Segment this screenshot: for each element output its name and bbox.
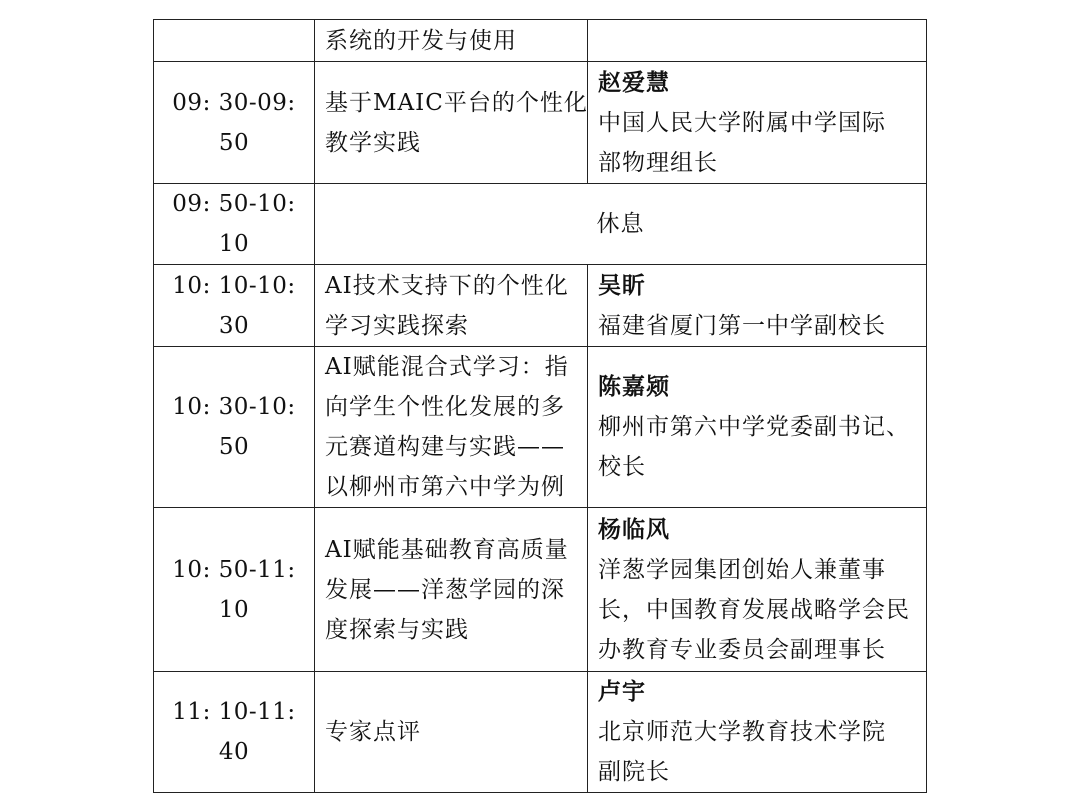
topic-line: 向学生个性化发展的多: [325, 394, 565, 420]
speaker-cell: [588, 672, 927, 793]
speaker-title-line: 办教育专业委员会副理事长: [598, 636, 886, 663]
speaker-title-line: 校长: [598, 454, 646, 480]
time-cell: 09: 50-10: 10: [154, 184, 315, 265]
time-cell: 11: 10-11: 40: [154, 672, 315, 793]
speaker-name: 赵爱慧: [598, 68, 670, 96]
topic-line: 教学实践: [325, 129, 421, 156]
topic-line: 学习实践探索: [325, 312, 469, 339]
topic-line: AI技术支持下的个性化: [325, 272, 569, 299]
time-cell: 10: 10-10: 30: [154, 265, 315, 347]
topic-line: AI赋能混合式学习：指: [325, 354, 569, 380]
speaker-title-line: 部物理组长: [598, 149, 718, 176]
speaker-title-line: 副院长: [598, 759, 670, 785]
speaker-name: 卢宇: [598, 678, 646, 705]
topic-cell: [315, 347, 588, 508]
speaker-cell: [588, 508, 927, 672]
table-row: [154, 347, 927, 508]
speaker-name: 杨临风: [598, 515, 670, 543]
topic-line: 系统的开发与使用: [325, 27, 517, 54]
speaker-title-line: 福建省厦门第一中学副校长: [598, 312, 886, 339]
speaker-title-line: 柳州市第六中学党委副书记、: [598, 414, 910, 440]
topic-line: 发展——洋葱学园的深: [325, 576, 565, 603]
speaker-cell: [588, 265, 927, 347]
speaker-cell: [588, 62, 927, 184]
topic-line: 度探索与实践: [325, 616, 469, 643]
speaker-title-line: 中国人民大学附属中学国际: [598, 109, 886, 136]
table-row: [154, 672, 927, 793]
table-row: [154, 265, 927, 347]
topic-line: 元赛道构建与实践——: [325, 434, 565, 460]
table-row: [154, 508, 927, 672]
speaker-name: 吴盺: [598, 271, 646, 299]
speaker-title-line: 洋葱学园集团创始人兼董事: [598, 556, 886, 583]
table-row: [154, 184, 927, 265]
speaker-cell: [588, 347, 927, 508]
time-cell: 10: 30-10: 50: [154, 347, 315, 508]
table-row: [154, 62, 927, 184]
topic-cell: [315, 508, 588, 672]
table-row: [154, 20, 927, 62]
break-cell: 休息: [315, 184, 927, 265]
speaker-title-line: 长，中国教育发展战略学会民: [598, 596, 910, 623]
topic-line: 专家点评: [325, 719, 421, 745]
topic-line: 基于MAIC平台的个性化: [325, 89, 588, 116]
time-cell: 09: 30-09: 50: [154, 62, 315, 184]
topic-cell: [315, 265, 588, 347]
topic-line: 以柳州市第六中学为例: [325, 474, 565, 500]
agenda-table: [153, 19, 927, 793]
topic-cell: [315, 672, 588, 793]
topic-cell: [315, 62, 588, 184]
topic-line: AI赋能基础教育高质量: [325, 536, 569, 563]
topic-cell: [315, 20, 588, 62]
speaker-cell: [588, 20, 927, 62]
time-cell: [154, 20, 315, 62]
speaker-title-line: 北京师范大学教育技术学院: [598, 719, 886, 745]
speaker-name: 陈嘉颎: [598, 373, 670, 400]
time-cell: 10: 50-11: 10: [154, 508, 315, 672]
